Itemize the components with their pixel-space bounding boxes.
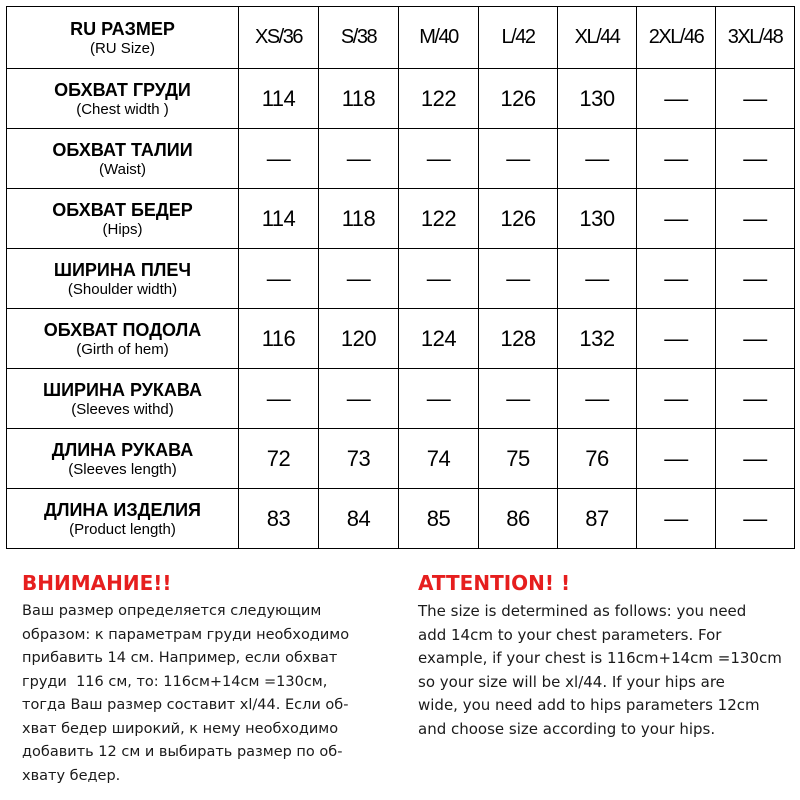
attention-note-ru bbox=[22, 566, 406, 788]
attention-line-ru: хвату бедер. bbox=[22, 767, 121, 784]
measurement-value-m: 122 bbox=[399, 69, 479, 129]
measurement-value-2xl: –– bbox=[637, 189, 716, 249]
attention-line-ru: образом: к параметрам груди необходимо bbox=[22, 626, 350, 643]
size-header-label-en: (RU Size) bbox=[89, 39, 155, 57]
attention-line-en: wide, you need add to hips parameters 12cm bbox=[418, 696, 760, 714]
attention-line-ru: тогда Ваш размер составит xl/44. Если об- bbox=[22, 697, 349, 713]
measurement-value-m: –– bbox=[399, 369, 479, 429]
measurement-value-3xl: –– bbox=[716, 429, 795, 489]
measurement-row bbox=[7, 309, 795, 369]
measurement-label-cell bbox=[7, 189, 239, 249]
attention-line-ru: груди 116 см, то: 116см+14см =130см, bbox=[22, 673, 328, 690]
measurement-value-l: –– bbox=[479, 129, 558, 189]
measurement-value-xl: –– bbox=[558, 129, 637, 189]
measurement-value-xs: 72 bbox=[239, 429, 319, 489]
measurement-value-m: 122 bbox=[399, 189, 479, 249]
measurement-value-xl: 130 bbox=[558, 69, 637, 129]
measurement-value-2xl: –– bbox=[637, 249, 716, 309]
measurement-value-s: –– bbox=[319, 369, 399, 429]
measurement-value-l: 126 bbox=[479, 189, 558, 249]
measurement-value-2xl: –– bbox=[637, 429, 716, 489]
measurement-value-s: 118 bbox=[319, 69, 399, 129]
measurement-value-xs: –– bbox=[239, 129, 319, 189]
measurement-value-xs: 83 bbox=[239, 489, 319, 549]
measurement-row bbox=[7, 429, 795, 489]
measurement-value-s: 73 bbox=[319, 429, 399, 489]
measurement-value-xs: –– bbox=[239, 369, 319, 429]
attention-line-ru: Ваш размер определяется следующим bbox=[22, 603, 322, 619]
measurement-value-l: 126 bbox=[479, 69, 558, 129]
size-header-label-ru: RU РАЗМЕР bbox=[70, 18, 175, 39]
measurement-label-en: (Chest width ) bbox=[76, 100, 169, 118]
measurement-value-2xl: –– bbox=[637, 489, 716, 549]
measurement-row bbox=[7, 189, 795, 249]
attention-title-ru: ВНИМАНИЕ!! bbox=[22, 571, 172, 595]
measurement-value-xs: –– bbox=[239, 249, 319, 309]
measurement-label-cell bbox=[7, 129, 239, 189]
measurement-value-3xl: –– bbox=[716, 489, 795, 549]
measurement-row bbox=[7, 129, 795, 189]
measurement-value-xs: 114 bbox=[239, 69, 319, 129]
size-label-2xl: 2XL/46 bbox=[637, 7, 716, 69]
measurement-value-s: –– bbox=[319, 129, 399, 189]
size-label-3xl: 3XL/48 bbox=[716, 7, 795, 69]
measurement-value-s: 118 bbox=[319, 189, 399, 249]
measurement-value-xl: 132 bbox=[558, 309, 637, 369]
size-header-row bbox=[7, 7, 795, 69]
measurement-label-ru: ДЛИНА РУКАВА bbox=[51, 439, 194, 460]
measurement-value-s: 120 bbox=[319, 309, 399, 369]
measurement-value-xl: 76 bbox=[558, 429, 637, 489]
measurement-value-m: –– bbox=[399, 249, 479, 309]
attention-line-en: so your size will be xl/44. If your hips are bbox=[418, 672, 725, 691]
attention-line-ru: хват бедер широкий, к нему необходимо bbox=[22, 720, 339, 737]
measurement-value-s: –– bbox=[319, 249, 399, 309]
measurement-label-en: (Sleeves length) bbox=[68, 460, 177, 478]
measurement-value-3xl: –– bbox=[716, 369, 795, 429]
measurement-label-ru: ОБХВАТ ТАЛИИ bbox=[52, 139, 193, 160]
measurement-value-m: 124 bbox=[399, 309, 479, 369]
measurement-value-3xl: –– bbox=[716, 189, 795, 249]
size-header-label-cell bbox=[7, 7, 239, 69]
size-label-l: L/42 bbox=[479, 7, 558, 69]
measurement-value-3xl: –– bbox=[716, 129, 795, 189]
measurement-value-xl: 87 bbox=[558, 489, 637, 549]
attention-text-en bbox=[418, 600, 798, 741]
measurement-label-cell bbox=[7, 429, 239, 489]
measurement-label-ru: ШИРИНА ПЛЕЧ bbox=[53, 259, 192, 280]
attention-line-en: The size is determined as follows: you need bbox=[418, 602, 747, 620]
measurement-value-3xl: –– bbox=[716, 309, 795, 369]
measurement-value-2xl: –– bbox=[637, 129, 716, 189]
measurement-row bbox=[7, 369, 795, 429]
measurement-value-l: –– bbox=[479, 369, 558, 429]
measurement-row bbox=[7, 249, 795, 309]
measurement-label-en: (Girth of hem) bbox=[76, 340, 169, 358]
measurement-value-2xl: –– bbox=[637, 309, 716, 369]
measurement-value-s: 84 bbox=[319, 489, 399, 549]
measurement-value-2xl: –– bbox=[637, 369, 716, 429]
measurement-label-cell bbox=[7, 309, 239, 369]
attention-line-en: and choose size according to your hips. bbox=[418, 719, 716, 738]
measurement-label-en: (Sleeves withd) bbox=[71, 400, 174, 418]
measurement-label-ru: ОБХВАТ ПОДОЛА bbox=[43, 319, 202, 340]
measurement-value-xs: 114 bbox=[239, 189, 319, 249]
measurement-value-m: –– bbox=[399, 129, 479, 189]
attention-title-en: ATTENTION! ! bbox=[418, 571, 571, 595]
measurement-value-m: 74 bbox=[399, 429, 479, 489]
measurement-label-cell bbox=[7, 69, 239, 129]
measurement-label-en: (Shoulder width) bbox=[67, 280, 178, 298]
measurement-label-cell bbox=[7, 249, 239, 309]
attention-line-en: example, if your chest is 116cm+14cm =130cm bbox=[418, 649, 782, 667]
measurement-label-ru: ДЛИНА ИЗДЕЛИЯ bbox=[44, 499, 201, 520]
size-label-s: S/38 bbox=[319, 7, 399, 69]
measurement-value-l: 86 bbox=[479, 489, 558, 549]
measurement-value-xl: –– bbox=[558, 369, 637, 429]
measurement-label-cell bbox=[7, 489, 239, 549]
measurement-label-ru: ШИРИНА РУКАВА bbox=[42, 379, 203, 400]
attention-line-en: add 14cm to your chest parameters. For bbox=[418, 625, 722, 644]
attention-notes bbox=[0, 566, 800, 796]
measurement-row bbox=[7, 69, 795, 129]
measurement-label-en: (Hips) bbox=[102, 220, 143, 238]
size-chart-table bbox=[6, 6, 795, 549]
measurement-label-ru: ОБХВАТ ГРУДИ bbox=[54, 79, 191, 100]
measurement-value-xs: 116 bbox=[239, 309, 319, 369]
measurement-value-xl: –– bbox=[558, 249, 637, 309]
attention-text-ru bbox=[22, 600, 406, 788]
measurement-row bbox=[7, 489, 795, 549]
measurement-value-xl: 130 bbox=[558, 189, 637, 249]
measurement-value-3xl: –– bbox=[716, 69, 795, 129]
measurement-label-en: (Product length) bbox=[69, 520, 176, 538]
attention-note-en bbox=[418, 566, 798, 741]
measurement-label-cell bbox=[7, 369, 239, 429]
measurement-value-3xl: –– bbox=[716, 249, 795, 309]
attention-line-ru: прибавить 14 см. Например, если обхват bbox=[22, 650, 338, 666]
measurement-value-l: 75 bbox=[479, 429, 558, 489]
size-chart-body bbox=[7, 7, 795, 549]
measurement-value-l: –– bbox=[479, 249, 558, 309]
measurement-label-en: (Waist) bbox=[99, 160, 146, 178]
size-label-xs: XS/36 bbox=[239, 7, 319, 69]
attention-line-ru: добавить 12 см и выбирать размер по об- bbox=[22, 744, 343, 760]
measurement-label-ru: ОБХВАТ БЕДЕР bbox=[52, 199, 193, 220]
size-label-xl: XL/44 bbox=[558, 7, 637, 69]
measurement-value-m: 85 bbox=[399, 489, 479, 549]
measurement-value-2xl: –– bbox=[637, 69, 716, 129]
measurement-value-l: 128 bbox=[479, 309, 558, 369]
size-label-m: M/40 bbox=[399, 7, 479, 69]
